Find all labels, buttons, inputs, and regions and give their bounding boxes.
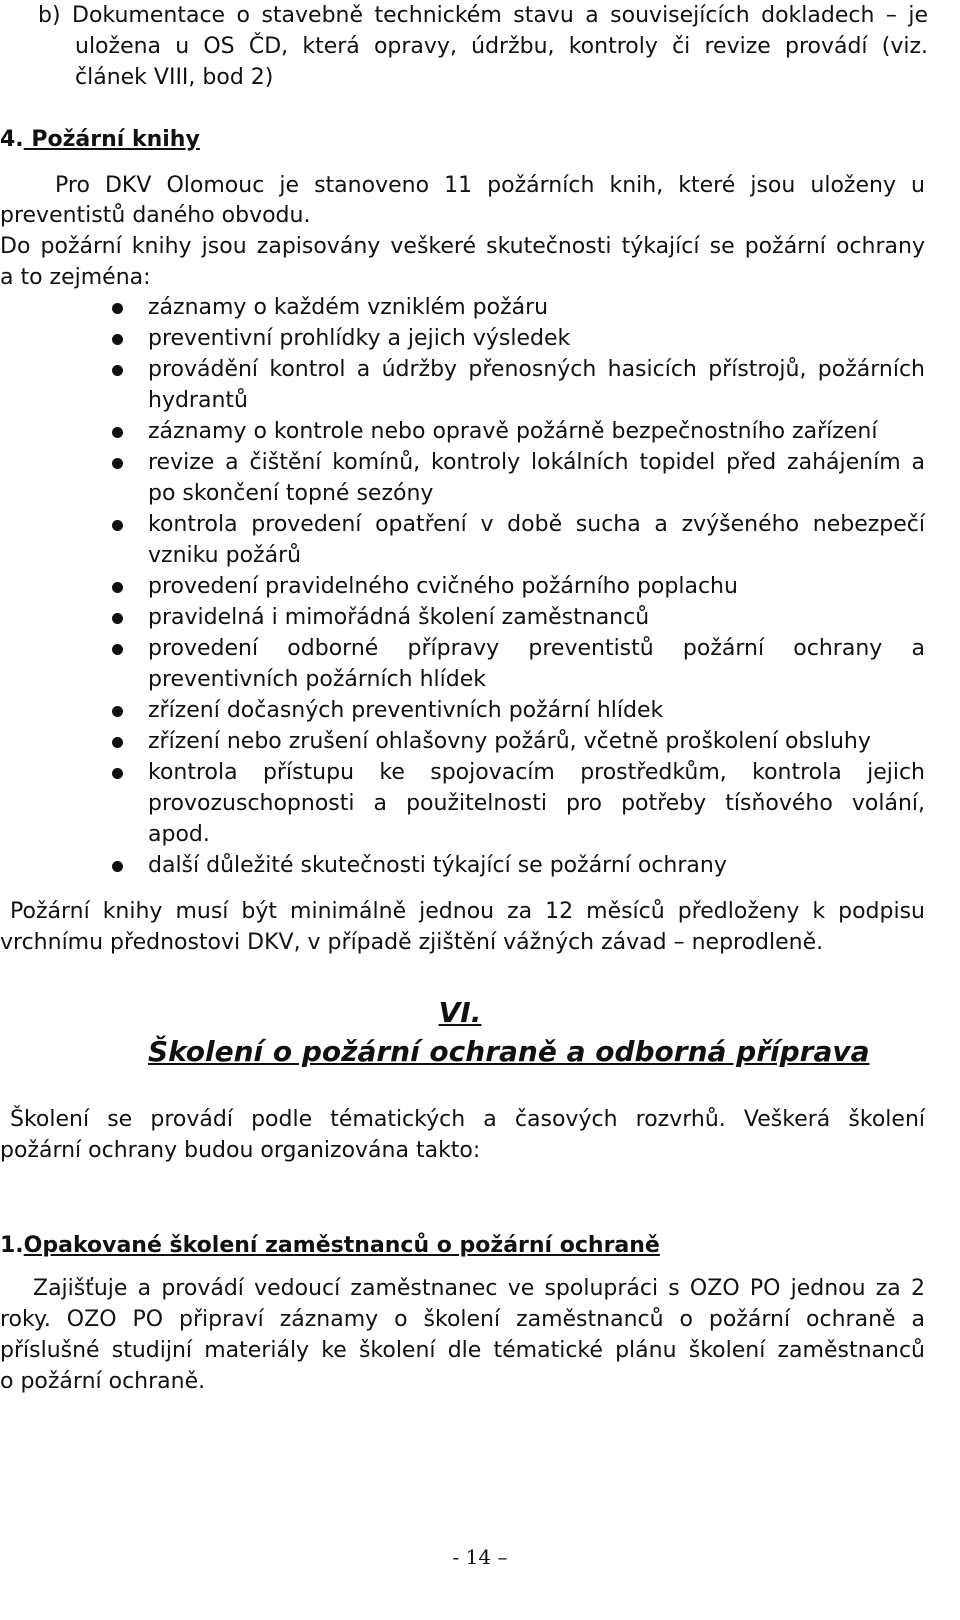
bullet-item-line: pravidelná i mimořádná školení zaměstnanců: [148, 605, 650, 630]
section-4-p2-line-2: a to zejména:: [0, 265, 151, 290]
bullet-dot: [112, 520, 123, 531]
page-number: - 14 –: [452, 1545, 508, 1569]
section-1-p-line-2: roky. OZO PO připraví záznamy o školení zaměstnanců o požární ochraně a: [0, 1307, 925, 1332]
section-1-p-line-4: o požární ochraně.: [0, 1369, 206, 1394]
section-1-number: 1.: [0, 1233, 24, 1258]
bullet-item-line: revize a čištění komínů, kontroly lokálních topidel před zahájením a: [148, 450, 925, 475]
bullet-dot: [112, 861, 123, 872]
intro-line-1: b) Dokumentace o stavebně technickém stavu a souvisejících dokladech – je: [38, 3, 928, 28]
section-4-heading: [0, 124, 948, 156]
section-4-p3-line-1: Požární knihy musí být minimálně jednou za 12 měsíců předloženy k podpisu: [10, 899, 925, 924]
bullet-dot: [112, 303, 123, 314]
bullet-item-line: zřízení nebo zrušení ohlašovny požárů, včetně proškolení obsluhy: [148, 729, 871, 754]
bullet-dot: [112, 737, 123, 748]
section-1-title: Opakované školení zaměstnanců o požární ochraně: [23, 1233, 660, 1258]
bullet-dot: [112, 582, 123, 593]
section-4-p2-line-1: Do požární knihy jsou zapisovány veškeré skutečnosti týkající se požární ochrany: [0, 234, 925, 259]
section-4-number: 4.: [0, 127, 24, 152]
section-1-p-line-3: příslušné studijní materiály ke školení dle tématické plánu školení zaměstnanců: [0, 1338, 925, 1363]
chapter-6-p-line-1: Školení se provádí podle tématických a časových rozvrhů. Veškerá školení: [10, 1107, 925, 1132]
section-4-title: Požární knihy: [31, 127, 200, 152]
bullet-item-line: provádění kontrol a údržby přenosných hasicích přístrojů, požárních: [148, 357, 925, 382]
bullet-item-line: hydrantů: [148, 388, 248, 413]
bullet-item-line: provedení pravidelného cvičného požárního poplachu: [148, 574, 738, 599]
bullet-item-line: provozuschopnosti a použitelnosti pro potřeby tísňového volání,: [148, 791, 925, 816]
bullet-dot: [112, 613, 123, 624]
bullet-item-line: záznamy o kontrole nebo opravě požárně bezpečnostního zařízení: [148, 419, 878, 444]
intro-line-3: článek VIII, bod 2): [75, 65, 274, 90]
bullet-dot: [112, 334, 123, 345]
section-4-p3-line-2: vrchnímu přednostovi DKV, v případě zjištění vážných závad – neprodleně.: [0, 930, 824, 955]
bullet-item-line: zřízení dočasných preventivních požární hlídek: [148, 698, 664, 723]
bullet-dot: [112, 768, 123, 779]
bullet-item-line: vzniku požárů: [148, 543, 302, 568]
section-1-heading: [0, 1230, 948, 1262]
bullet-dot: [112, 644, 123, 655]
bullet-item-line: apod.: [148, 822, 210, 847]
bullet-item-line: preventivní prohlídky a jejich výsledek: [148, 326, 571, 351]
intro-line-2: uložena u OS ČD, která opravy, údržbu, kontroly či revize provádí (viz.: [75, 34, 928, 59]
bullet-item-line: záznamy o každém vzniklém požáru: [148, 295, 549, 320]
chapter-6-roman: VI.: [438, 996, 482, 1029]
bullet-item-line: kontrola provedení opatření v době sucha a zvýšeného nebezpečí: [148, 512, 925, 537]
bullet-dot: [112, 427, 123, 438]
bullet-item-line: preventivních požárních hlídek: [148, 667, 487, 692]
chapter-6-title: Školení o požární ochraně a odborná příprava: [148, 1035, 870, 1068]
bullet-item-line: po skončení topné sezóny: [148, 481, 434, 506]
bullet-item-line: provedení odborné přípravy preventistů požární ochrany a: [148, 636, 925, 661]
bullet-item-line: kontrola přístupu ke spojovacím prostředkům, kontrola jejich: [148, 760, 925, 785]
bullet-dot: [112, 365, 123, 376]
bullet-dot: [112, 706, 123, 717]
section-1-p-line-1: Zajišťuje a provádí vedoucí zaměstnanec ve spolupráci s OZO PO jednou za 2: [33, 1276, 925, 1301]
bullet-item-line: další důležité skutečnosti týkající se požární ochrany: [148, 853, 727, 878]
section-4-p1-line-1: Pro DKV Olomouc je stanoveno 11 požárních knih, které jsou uloženy u: [55, 173, 925, 198]
bullet-dot: [112, 458, 123, 469]
section-4-p1-line-2: preventistů daného obvodu.: [0, 203, 311, 228]
chapter-6-p-line-2: požární ochrany budou organizována takto:: [0, 1138, 481, 1163]
